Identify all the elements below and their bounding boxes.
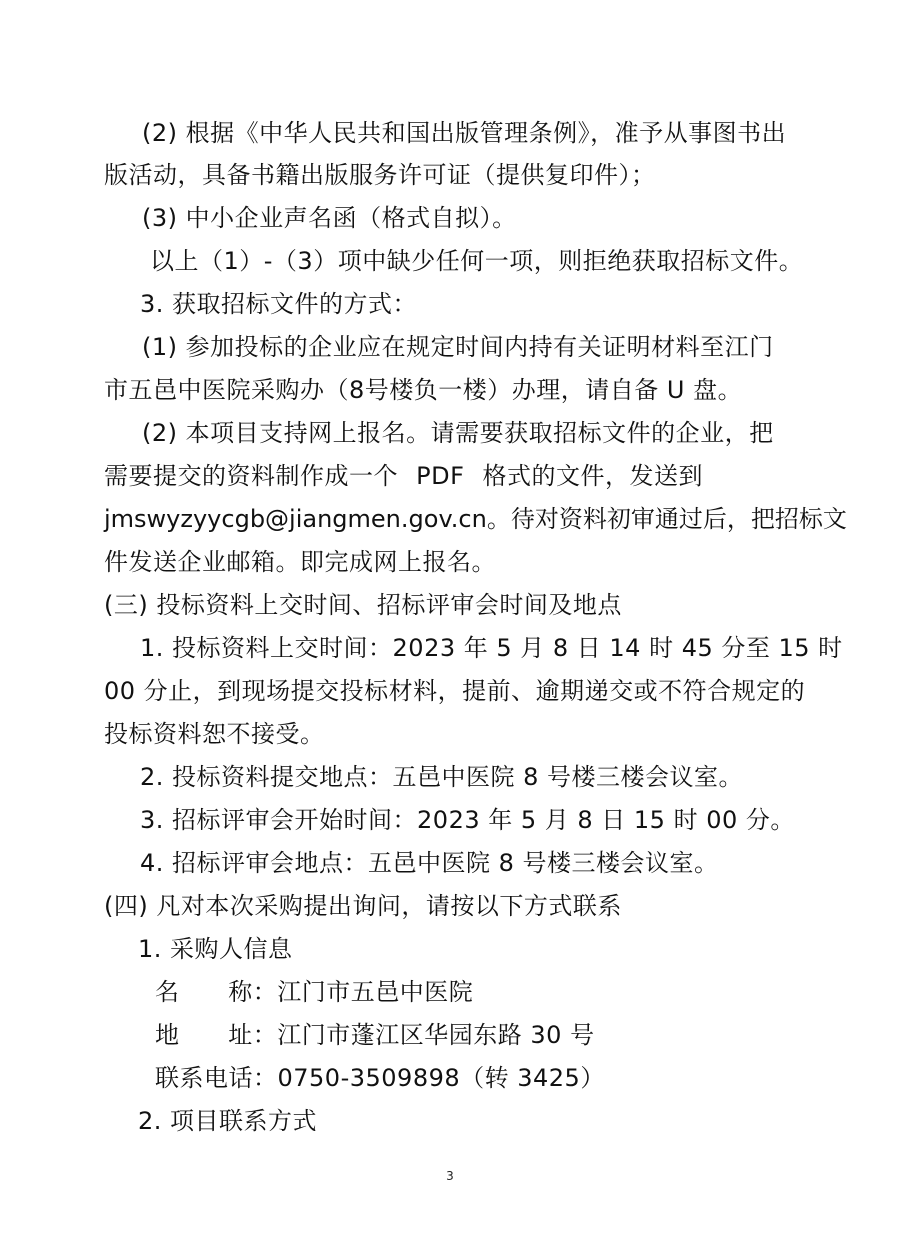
text-line: jmswyzyycgb@jiangmen.gov.cn。待对资料初审通过后，把招标文 — [104, 505, 847, 533]
text-line: 投标资料恕不接受。 — [104, 720, 325, 748]
page-number: 3 — [446, 1169, 454, 1183]
text-line: 2. 项目联系方式 — [138, 1107, 318, 1135]
text-line: 4. 招标评审会地点：五邑中医院 8 号楼三楼会议室。 — [140, 849, 719, 877]
contact-phone: 联系电话：0750-3509898（转 3425） — [155, 1064, 605, 1092]
text-line: (2) 本项目支持网上报名。请需要获取招标文件的企业，把 — [142, 419, 774, 447]
contact-name: 名 称：江门市五邑中医院 — [155, 978, 474, 1006]
text-line: (3) 中小企业声名函（格式自拟）。 — [142, 204, 517, 232]
text-line: 00 分止，到现场提交投标材料，提前、逾期递交或不符合规定的 — [104, 677, 806, 705]
text-line: (2) 根据《中华人民共和国出版管理条例》，准予从事图书出 — [142, 119, 787, 147]
text-line: (1) 参加投标的企业应在规定时间内持有关证明材料至江门 — [142, 333, 774, 361]
text-line: 版活动，具备书籍出版服务许可证（提供复印件）； — [104, 161, 656, 189]
text-line: 3. 招标评审会开始时间：2023 年 5 月 8 日 15 时 00 分。 — [140, 806, 795, 834]
text-line: 1. 投标资料上交时间：2023 年 5 月 8 日 14 时 45 分至 15 时 — [140, 634, 843, 662]
text-line: 需要提交的资料制作成一个 PDF 格式的文件，发送到 — [104, 462, 704, 490]
contact-address: 地 址：江门市蓬江区华园东路 30 号 — [155, 1021, 595, 1049]
text-line: 2. 投标资料提交地点：五邑中医院 8 号楼三楼会议室。 — [140, 763, 744, 791]
text-line: 1. 采购人信息 — [138, 935, 293, 963]
text-line: 市五邑中医院采购办（8号楼负一楼）办理，请自备 U 盘。 — [104, 376, 743, 404]
text-line: 以上（1）-（3）项中缺少任何一项，则拒绝获取招标文件。 — [150, 247, 804, 275]
section-heading: (三) 投标资料上交时间、招标评审会时间及地点 — [104, 591, 622, 619]
section-heading: (四) 凡对本次采购提出询问，请按以下方式联系 — [104, 892, 622, 920]
text-line: 3. 获取招标文件的方式： — [140, 290, 418, 318]
text-line: 件发送企业邮箱。即完成网上报名。 — [104, 548, 496, 576]
